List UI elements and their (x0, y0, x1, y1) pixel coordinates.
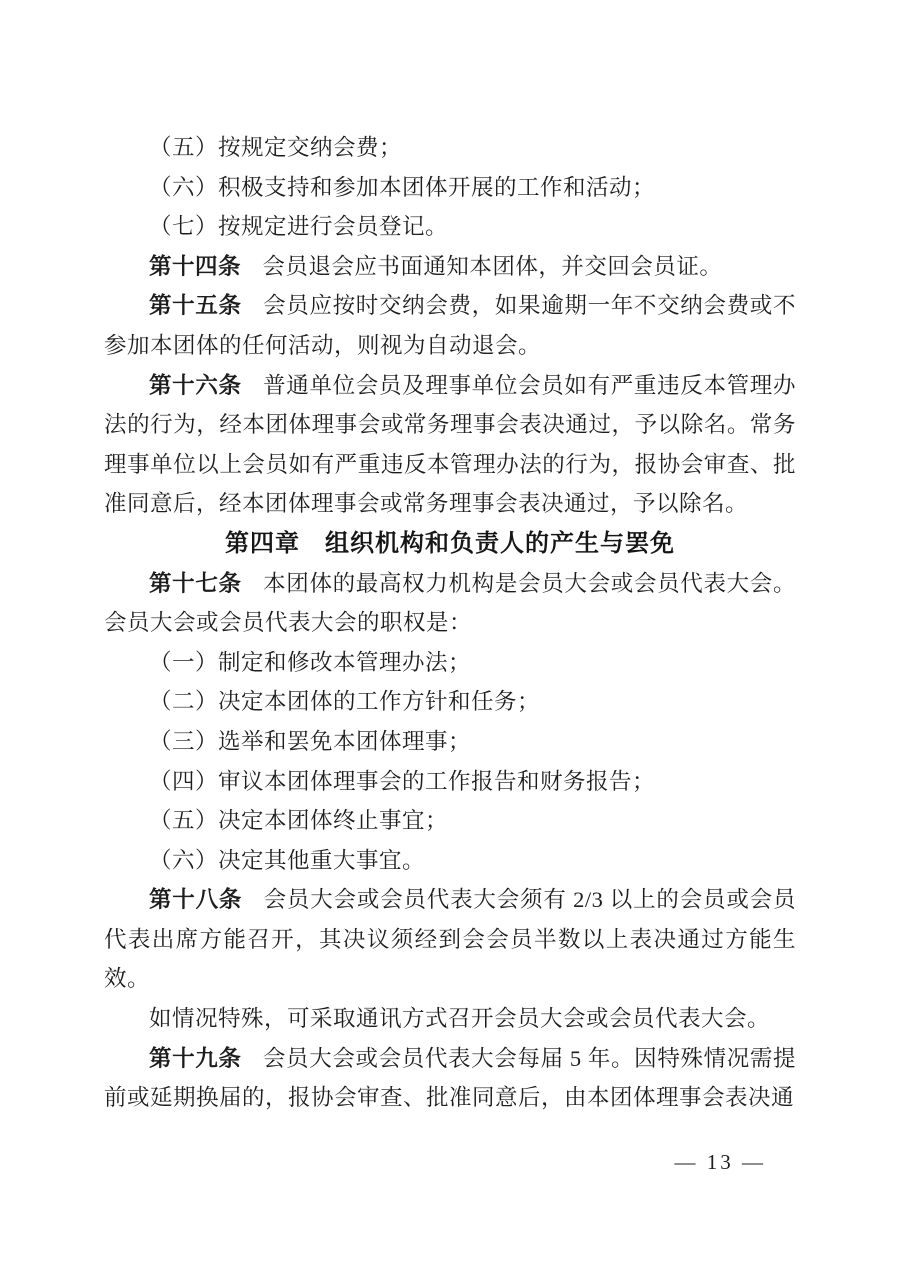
list-item: （三）选举和罢免本团体理事； (149, 728, 472, 754)
article-paragraph (104, 286, 796, 365)
list-item: （五）决定本团体终止事宜； (149, 808, 449, 834)
article-number: 第十五条 (149, 293, 242, 319)
page-number: — 13 — (674, 1150, 766, 1174)
list-item: （六）积极支持和参加本团体开展的工作和活动； (149, 174, 656, 200)
article-number: 第十八条 (149, 887, 243, 913)
article-number: 第十六条 (149, 372, 242, 398)
article-text: 本团体的最高权力机构是会员大会或会员代表大会。会员大会或会员代表大会的职权是： (104, 570, 796, 636)
article-paragraph (104, 247, 796, 287)
article-text: 普通单位会员及理事单位会员如有严重违反本管理办法的行为，经本团体理事会或常务理事会表决通过，予以除名。常务理事单位以上会员如有严重违反本管理办法的行为，报协会审查、批准同意后，经本团体理事会或常务理事会表决通过，予以除名。 (104, 372, 796, 517)
chapter-heading: 第四章 组织机构和负责人的产生与罢免 (225, 529, 675, 557)
article-text: 会员大会或会员代表大会须有 2/3 以上的会员或会员代表出席方能召开，其决议须经到会会员半数以上表决通过方能生效。 (104, 887, 796, 992)
article-text: 会员大会或会员代表大会每届 5 年。因特殊情况需提前或延期换届的，报协会审查、批准同意后，由本团体理事会表决通 (104, 1045, 796, 1111)
article-paragraph (104, 366, 796, 524)
list-item: （六）决定其他重大事宜。 (149, 847, 426, 873)
article-number: 第十七条 (149, 570, 242, 596)
article-text: 会员应按时交纳会费，如果逾期一年不交纳会费或不参加本团体的任何活动，则视为自动退会。 (104, 293, 796, 358)
article-text: 会员退会应书面通知本团体，并交回会员证。 (262, 253, 723, 279)
list-item: （七）按规定进行会员登记。 (149, 214, 449, 240)
list-item: （二）决定本团体的工作方针和任务； (149, 689, 541, 715)
list-item: （一）制定和修改本管理办法； (149, 649, 472, 675)
article-paragraph (104, 1039, 796, 1118)
article-number: 第十九条 (149, 1045, 242, 1071)
article-paragraph (104, 564, 796, 643)
page-content (104, 128, 796, 1118)
article-number: 第十四条 (149, 253, 242, 279)
list-item: （五）按规定交纳会费； (149, 135, 403, 160)
body-paragraph: 如情况特殊，可采取通讯方式召开会员大会或会员代表大会。 (149, 1006, 771, 1032)
list-item: （四）审议本团体理事会的工作报告和财务报告； (149, 768, 656, 794)
article-paragraph (104, 880, 796, 999)
